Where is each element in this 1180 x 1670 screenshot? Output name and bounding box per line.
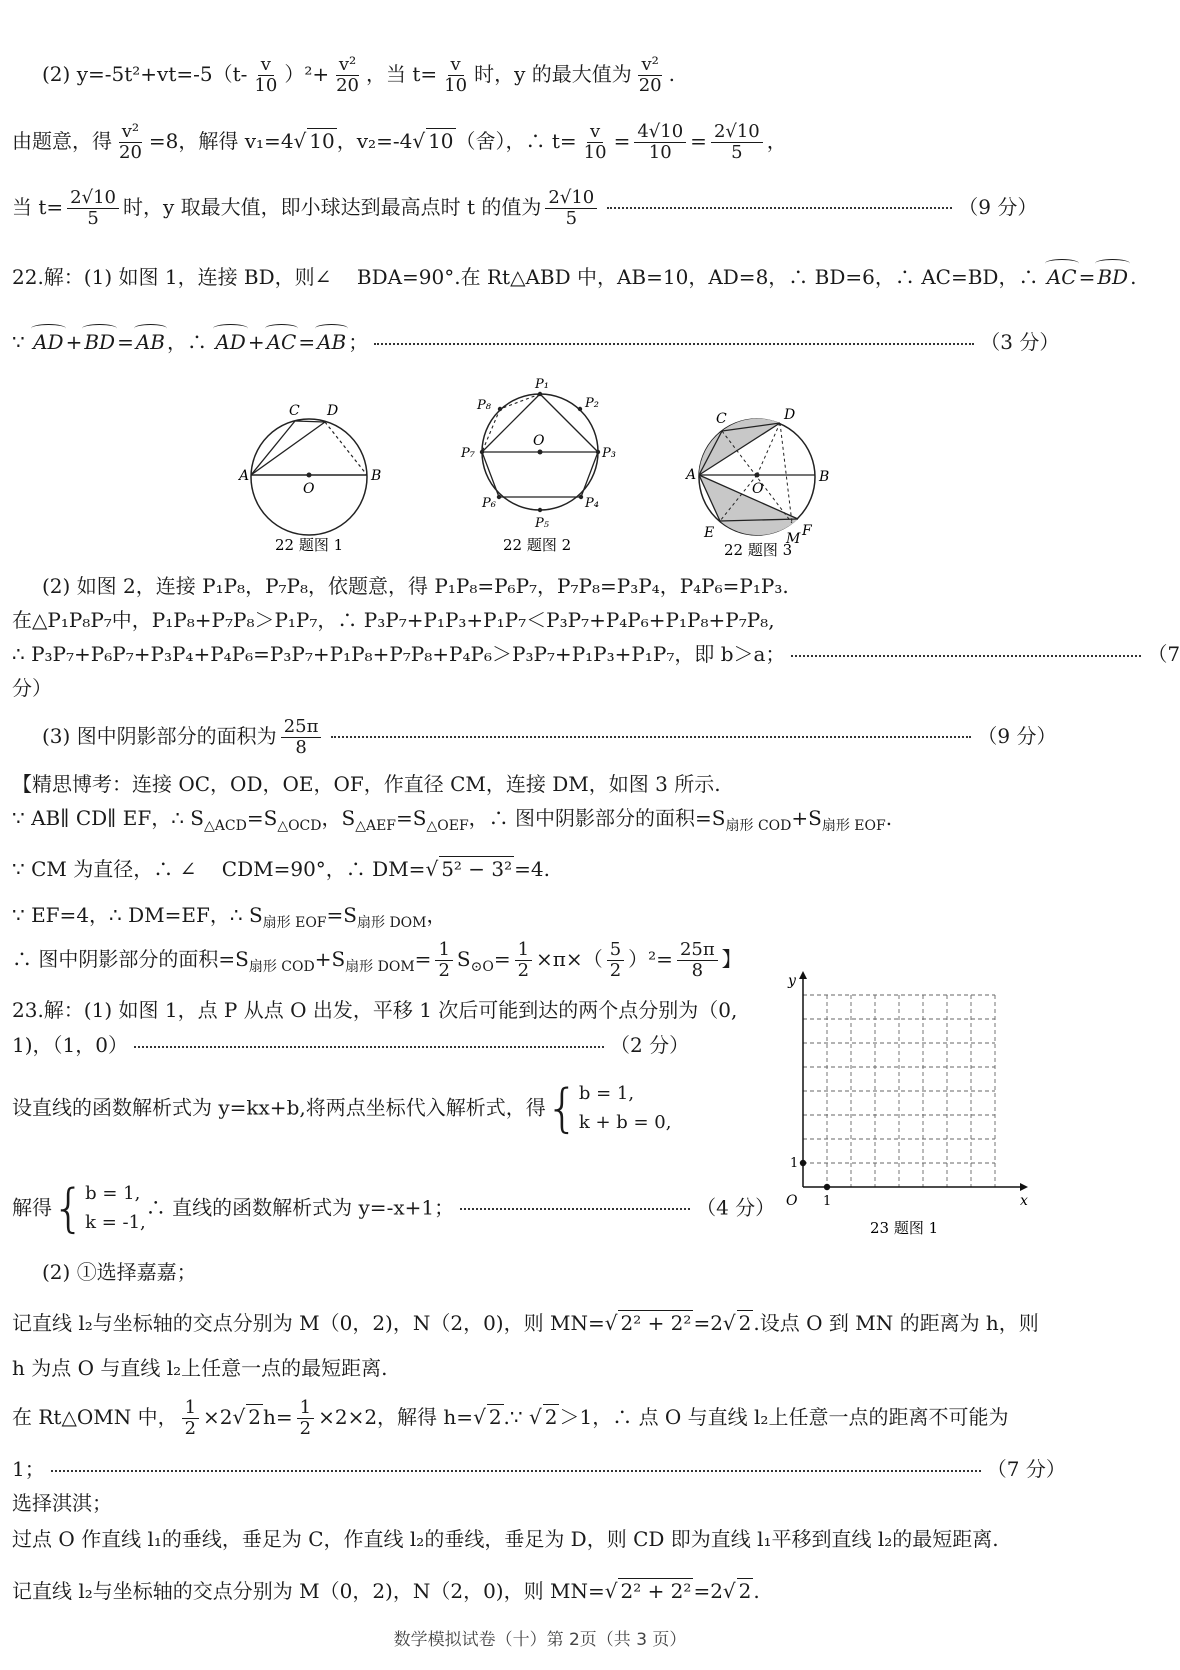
solution-23-2-line5: 1； （7 分） <box>12 1457 1066 1481</box>
solution-line-1: (2) y=-5t²+vt=-5（t- $\frac{v}{10}$ ）²+ $\frac{\text{v²}}{20}$ ，当 t= $\frac{v}{10}$ 时，y 的最大值为 $\frac{\text{v²}}{20}$ . <box>42 54 675 96</box>
insight-line-2: ∵ AB∥ CD∥ EF，∴ $S_{\triangle ACD}=S_{\triangle OCD}$，$S_{\triangle AEF}=S_{\triangle OEF}$，∴ 图中阴影部分的面积$=S_{扇形 COD}+S_{扇形 EOF}$. <box>12 806 893 834</box>
svg-text:P₃: P₃ <box>602 446 616 461</box>
svg-text:y: y <box>788 973 796 989</box>
figure-22-1 <box>235 395 395 560</box>
solution-22-1-cont: ∵ AD + BD = AB ，∴ AD + AC = AB ； （3 分） <box>12 330 1060 354</box>
svg-text:D: D <box>784 407 796 423</box>
svg-text:P₇: P₇ <box>461 446 475 461</box>
svg-text:O: O <box>533 433 545 449</box>
figure-22-2 <box>455 375 625 560</box>
svg-text:P₄: P₄ <box>585 496 599 511</box>
svg-text:E: E <box>704 525 715 541</box>
page-footer: 数学模拟试卷（十）第 2页（共 3 页） <box>393 1630 687 1650</box>
solution-23-2-line3: h 为点 O 与直线 l₂上任意一点的最短距离. <box>12 1356 388 1380</box>
solution-23-2-line7: 过点 O 作直线 l₁的垂线，垂足为 C，作直线 l₂的垂线，垂足为 D，则 CD 即为直线 l₁平移到直线 l₂的最短距离. <box>12 1527 999 1551</box>
solution-22-2-line3: ∴ P₃P₇+P₆P₇+P₃P₄+P₄P₆=P₃P₇+P₁P₈+P₇P₈+P₄P₆＞P₃P₇+P₁P₃+P₁P₇，即 b＞a； （7 <box>12 642 1180 666</box>
insight-intro: 【精思博考：连接 OC，OD，OE，OF，作直径 CM，连接 DM，如图 3 所示. <box>12 772 721 796</box>
svg-text:22 题图 3: 22 题图 3 <box>724 541 793 559</box>
svg-text:B: B <box>371 468 382 484</box>
svg-text:1: 1 <box>790 1156 799 1171</box>
solution-23-1: 23.解：(1) 如图 1，点 P 从点 O 出发，平移 1 次后可能到达的两个点分别为（0, <box>12 998 738 1022</box>
figure-22-3 <box>680 395 840 560</box>
svg-text:D: D <box>327 403 339 419</box>
svg-text:23 题图 1: 23 题图 1 <box>870 1219 939 1237</box>
svg-text:C: C <box>716 411 727 427</box>
svg-text:O: O <box>752 481 764 497</box>
solution-23-2-line8: 记直线 l₂与坐标轴的交点分别为 M（0，2)，N（2，0)，则 MN=√ 2² + 2² =2√ 2 . <box>12 1579 760 1603</box>
svg-text:F: F <box>802 523 812 539</box>
svg-text:O: O <box>786 1193 798 1209</box>
solution-22-3: (3) 图中阴影部分的面积为 $\frac{25\pi}{8}$ （9 分） <box>42 716 1057 758</box>
svg-text:O: O <box>303 481 315 497</box>
solution-line-2: 由题意，得 $\frac{\text{v²}}{20}$ =8，解得 v₁=4√ 10 ，v₂=-4√ 10 （舍），∴ t= $\frac{v}{10}$ = $\frac{4√10}{10}$ = $\frac{2√10}{5}$ ， <box>12 121 787 163</box>
solution-22-2-line4: 分） <box>12 676 52 700</box>
solution-23-1-line2: 1)，（1，0） （2 分） <box>12 1033 690 1057</box>
solution-22-2: (2) 如图 2，连接 P₁P₈，P₇P₈，依题意，得 P₁P₈=P₆P₇，P₇P₈=P₃P₄，P₄P₆=P₁P₃. <box>42 574 789 598</box>
figure-23-1 <box>770 965 1040 1240</box>
solution-22-1: 22.解：(1) 如图 1，连接 BD，则∠ BDA=90°.在 Rt△ABD 中，AB=10，AD=8，∴ BD=6，∴ AC=BD，∴ AC = BD . <box>12 265 1137 289</box>
svg-text:P₂: P₂ <box>585 396 599 411</box>
solution-23-2-line6: 选择淇淇； <box>12 1491 112 1515</box>
svg-text:P₁: P₁ <box>535 377 549 392</box>
svg-text:A: A <box>686 467 697 483</box>
solution-23-1-line3: 设直线的函数解析式为 y=kx+b,将两点坐标代入解析式，得 { b = 1, k + b = 0, <box>12 1078 672 1139</box>
insight-line-3: ∵ CM 为直径，∴ ∠ CDM=90°，∴ DM=√ 5² − 3² =4. <box>12 857 550 881</box>
svg-text:P₈: P₈ <box>477 398 491 413</box>
svg-text:22 题图 2: 22 题图 2 <box>503 536 572 554</box>
insight-line-4: ∵ EF=4，∴ DM=EF，∴ $S_{扇形 EOF}=S_{扇形 DOM}$， <box>12 903 447 931</box>
insight-line-5: ∴ 图中阴影部分的面积$=S_{扇形 COD}+S_{扇形 DOM}=$ $\frac{1}{2}$ $S_{⊙O}=$ $\frac{1}{2}$ ×π×（ $\frac{5}{2}$ ）²= $\frac{25\pi}{8}$ 】 <box>12 939 742 981</box>
svg-text:x: x <box>1020 1193 1028 1209</box>
solution-22-2-line2: 在△P₁P₈P₇中，P₁P₈+P₇P₈＞P₁P₇，∴ P₃P₇+P₁P₃+P₁P₇＜P₃P₇+P₄P₆+P₁P₈+P₇P₈, <box>12 608 775 632</box>
solution-23-1-line4: 解得 { b = 1, k = -1, ∴ 直线的函数解析式为 y=-x+1； （4 分） <box>12 1178 776 1239</box>
solution-23-2: (2) ①选择嘉嘉； <box>42 1260 197 1284</box>
svg-text:1: 1 <box>823 1194 832 1209</box>
svg-text:P₅: P₅ <box>535 516 549 531</box>
solution-23-2-line2: 记直线 l₂与坐标轴的交点分别为 M（0，2)，N（2，0)，则 MN=√ 2² + 2² =2√ 2 .设点 O 到 MN 的距离为 h，则 <box>12 1311 1039 1335</box>
svg-text:22 题图 1: 22 题图 1 <box>275 536 344 554</box>
svg-text:P₆: P₆ <box>482 496 496 511</box>
solution-line-3: 当 t= $\frac{2√10}{5}$ 时，y 取最大值，即小球达到最高点时 t 的值为 $\frac{2√10}{5}$ （9 分） <box>12 187 1038 229</box>
svg-text:A: A <box>239 468 250 484</box>
solution-23-2-line4: 在 Rt△OMN 中， $\frac{1}{2}$ ×2√ 2 h= $\frac{1}{2}$ ×2×2，解得 h=√ 2 .∵ √ 2 ＞1，∴ 点 O 与直线 l₂上任意一点的距离不可能为 <box>12 1397 1009 1439</box>
svg-text:M: M <box>786 531 801 547</box>
svg-text:C: C <box>289 403 300 419</box>
svg-text:B: B <box>819 469 830 485</box>
